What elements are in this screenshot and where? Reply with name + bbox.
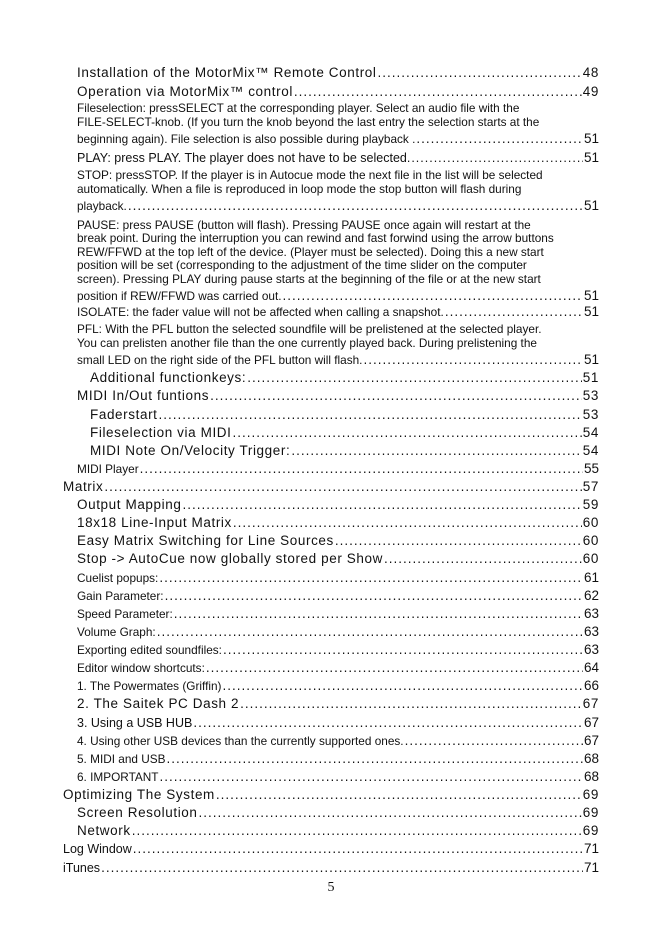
toc-entry[interactable]	[63, 785, 599, 805]
toc-page-number: 49	[582, 84, 599, 99]
leader-dots	[182, 495, 581, 515]
toc-entry[interactable]	[77, 513, 599, 533]
toc-page-number: 71	[583, 860, 599, 875]
toc-entry-title: Editor window shortcuts:	[77, 661, 205, 675]
toc-page-number: 69	[582, 787, 599, 802]
leader-dots	[159, 568, 583, 588]
toc-entry-title: 4. Using other USB devices than the currently supported ones.	[77, 734, 404, 748]
leader-dots	[405, 731, 583, 751]
leader-dots	[223, 640, 583, 660]
toc-entry-text-line: STOP: pressSTOP. If the player is in Autocue mode the next file in the list will be selected	[77, 168, 543, 182]
toc-entry[interactable]	[77, 63, 599, 83]
page-number: 5	[327, 880, 335, 895]
leader-dots	[174, 604, 583, 624]
toc-entry[interactable]	[77, 459, 599, 479]
toc-entry[interactable]	[90, 405, 599, 425]
leader-dots	[233, 513, 582, 533]
toc-entry-title: MIDI Note On/Velocity Trigger:	[90, 443, 291, 458]
toc-page-number: 51	[583, 304, 599, 319]
leader-dots	[159, 405, 582, 425]
toc-entry-text-line: screen). Pressing PLAY during pause starts at the beginning of the file or at the new start	[77, 271, 541, 286]
toc-page-number: 51	[583, 198, 599, 213]
leader-dots	[160, 767, 583, 787]
toc-page-number: 61	[583, 570, 599, 585]
toc-entry[interactable]	[77, 586, 599, 606]
toc-entry-text-line: break point. During the interruption you can rewind and fast forwind using the arrow buttons	[77, 231, 554, 245]
toc-entry[interactable]	[63, 858, 599, 878]
toc-page-number: 59	[582, 497, 599, 512]
leader-dots	[240, 694, 582, 714]
toc-entry[interactable]	[77, 676, 599, 696]
leader-dots	[384, 549, 582, 569]
toc-page-number: 48	[582, 65, 599, 80]
toc-entry[interactable]	[77, 320, 599, 370]
leader-dots	[133, 839, 583, 859]
leader-dots	[206, 658, 583, 678]
toc-page-number: 51	[583, 288, 599, 303]
toc-entry-title: ISOLATE: the fader value will not be affected when calling a snapshot.	[77, 305, 444, 319]
toc-entry-title: Installation of the MotorMix™ Remote Control	[77, 65, 377, 80]
toc-page-number: 68	[583, 769, 599, 784]
toc-entry-title: Additional functionkeys:	[90, 370, 247, 385]
toc-entry-text-line: You can prelisten another file than the one currently played back. During prelistening the	[77, 335, 537, 350]
toc-entry[interactable]	[77, 803, 599, 823]
toc-entry[interactable]	[77, 713, 599, 733]
toc-page-number: 63	[583, 642, 599, 657]
toc-entry-text-line: automatically. When a file is reproduced in loop mode the stop button will flash during	[77, 181, 522, 196]
toc-entry[interactable]	[77, 549, 599, 569]
toc-entry-text-line: Fileselection: pressSELECT at the corresponding player. Select an audio file with the	[77, 101, 520, 115]
toc-entry[interactable]	[77, 604, 599, 624]
leader-dots	[247, 368, 582, 388]
toc-page-number: 60	[582, 533, 599, 548]
toc-page-number: 67	[583, 733, 599, 748]
toc-entry[interactable]	[77, 495, 599, 515]
toc-entry-title: position if REW/FFWD was carried out.	[77, 289, 282, 303]
leader-dots	[416, 129, 583, 149]
toc-entry[interactable]	[77, 100, 599, 149]
toc-page-number: 51	[583, 150, 599, 165]
toc-entry[interactable]	[77, 749, 599, 769]
toc-page-number: 54	[582, 443, 599, 458]
toc-entry[interactable]	[77, 531, 599, 551]
toc-entry-title: PLAY: press PLAY. The player does not have to be selected.	[77, 151, 411, 165]
toc-page-number: 63	[583, 606, 599, 621]
toc-entry[interactable]	[77, 166, 599, 216]
toc-entry-title: Log Window	[63, 842, 132, 856]
toc-page-number: 62	[583, 588, 599, 603]
toc-entry-title: Output Mapping	[77, 497, 182, 512]
toc-page-number: 53	[582, 388, 599, 403]
toc-entry[interactable]	[63, 477, 599, 497]
toc-page-number: 60	[582, 551, 599, 566]
toc-entry-title: Screen Resolution	[77, 805, 198, 820]
leader-dots	[199, 803, 582, 823]
leader-dots	[157, 622, 583, 642]
toc-entry[interactable]	[77, 386, 599, 406]
toc-entry[interactable]	[77, 148, 599, 168]
toc-entry-title: Faderstart	[90, 407, 158, 422]
toc-page-number: 55	[583, 461, 599, 476]
toc-entry-text-line: PAUSE: press PAUSE (button will flash). Pressing PAUSE once again will restart at the	[77, 217, 531, 232]
toc-entry-title: 6. IMPORTANT	[77, 770, 159, 784]
leader-dots	[210, 386, 582, 406]
toc-entry[interactable]	[77, 640, 599, 660]
toc-page-number: 69	[582, 805, 599, 820]
toc-entry[interactable]	[77, 731, 599, 751]
toc-page-number: 60	[582, 515, 599, 530]
leader-dots	[335, 531, 582, 551]
toc-page-number: 71	[583, 841, 599, 856]
leader-dots	[193, 713, 583, 733]
toc-entry[interactable]	[90, 441, 599, 461]
leader-dots	[104, 477, 581, 497]
leader-dots	[291, 441, 581, 461]
toc-page-number: 51	[582, 370, 599, 385]
toc-entry-title: 1. The Powermates (Griffin)	[77, 679, 222, 693]
toc-entry-text-line: FILE-SELECT-knob. (If you turn the knob beyond the last entry the selection starts at the	[77, 114, 540, 129]
toc-entry-title: beginning again). File selection is also possible during playback .	[77, 132, 416, 146]
toc-entry[interactable]	[77, 622, 599, 642]
leader-dots	[445, 302, 583, 322]
toc-page-number: 63	[583, 624, 599, 639]
leader-dots	[411, 148, 583, 168]
leader-dots	[101, 858, 583, 878]
toc-entry[interactable]	[77, 302, 599, 322]
toc-entry[interactable]	[77, 658, 599, 678]
toc-entry-title: small LED on the right side of the PFL button will flash.	[77, 353, 363, 367]
toc-entry-title: 18x18 Line-Input Matrix	[77, 515, 232, 530]
toc-entry-title: 2. The Saitek PC Dash 2	[77, 696, 240, 711]
leader-dots	[165, 586, 583, 606]
leader-dots	[378, 63, 582, 83]
toc-entry-title: Optimizing The System	[63, 787, 215, 802]
toc-entry[interactable]	[77, 821, 599, 841]
toc-entry-title: 3. Using a USB HUB	[77, 716, 193, 730]
toc-page-number: 51	[583, 131, 599, 146]
toc-entry-title: Gain Parameter:	[77, 589, 164, 603]
toc-entry-title: Easy Matrix Switching for Line Sources	[77, 533, 334, 548]
toc-entry-title: MIDI Player	[77, 462, 139, 476]
toc-entry-title: MIDI In/Out funtions	[77, 388, 210, 403]
toc-entry[interactable]	[77, 694, 599, 714]
toc-entry-title: playback.	[77, 199, 127, 213]
toc-page-number: 67	[583, 715, 599, 730]
toc-entry-title: Matrix	[63, 479, 104, 494]
toc-entry[interactable]	[90, 423, 599, 443]
leader-dots	[363, 350, 583, 370]
toc-entry[interactable]	[90, 368, 599, 388]
toc-entry-text-line: PFL: With the PFL button the selected soundfile will be prelistened at the selected player.	[77, 322, 542, 336]
toc-page-number: 51	[583, 352, 599, 367]
toc-entry[interactable]	[77, 568, 599, 588]
leader-dots	[294, 82, 582, 102]
leader-dots	[140, 459, 583, 479]
toc-entry-title: Network	[77, 823, 131, 838]
toc-entry-title: Cuelist popups:	[77, 571, 159, 585]
leader-dots	[132, 821, 582, 841]
leader-dots	[167, 749, 583, 769]
toc-page-number: 68	[583, 751, 599, 766]
toc-entry-title: Speed Parameter:	[77, 607, 173, 621]
toc-page-number: 64	[583, 660, 599, 675]
toc-page-number: 53	[582, 407, 599, 422]
toc-entry[interactable]	[77, 215, 599, 306]
toc-page-number: 54	[582, 425, 599, 440]
toc-page-number: 57	[582, 479, 599, 494]
toc-entry-title: Stop -> AutoCue now globally stored per Show	[77, 551, 383, 566]
toc-entry-title: Exporting edited soundfiles:	[77, 643, 222, 657]
toc-entry-text-line: REW/FFWD at the top left of the device. (Player must be selected). Doing this a new start	[77, 244, 544, 259]
toc-entry[interactable]	[77, 767, 599, 787]
toc-page-number: 69	[582, 823, 599, 838]
toc-entry-title: Fileselection via MIDI	[90, 425, 232, 440]
toc-page-number: 66	[583, 678, 599, 693]
toc-page-number: 67	[582, 696, 599, 711]
toc-entry-title: iTunes	[63, 861, 101, 875]
leader-dots	[222, 676, 583, 696]
toc-entry[interactable]	[77, 82, 599, 102]
toc-entry-text-line: position will be set (corresponding to the adjustment of the time slider on the computer	[77, 258, 527, 272]
toc-entry-title: 5. MIDI and USB	[77, 752, 166, 766]
toc-entry-title: Volume Graph:	[77, 625, 156, 639]
leader-dots	[216, 785, 582, 805]
leader-dots	[233, 423, 582, 443]
toc-entry[interactable]	[63, 839, 599, 859]
leader-dots	[128, 196, 583, 216]
toc-entry-title: Operation via MotorMix™ control	[77, 84, 293, 99]
